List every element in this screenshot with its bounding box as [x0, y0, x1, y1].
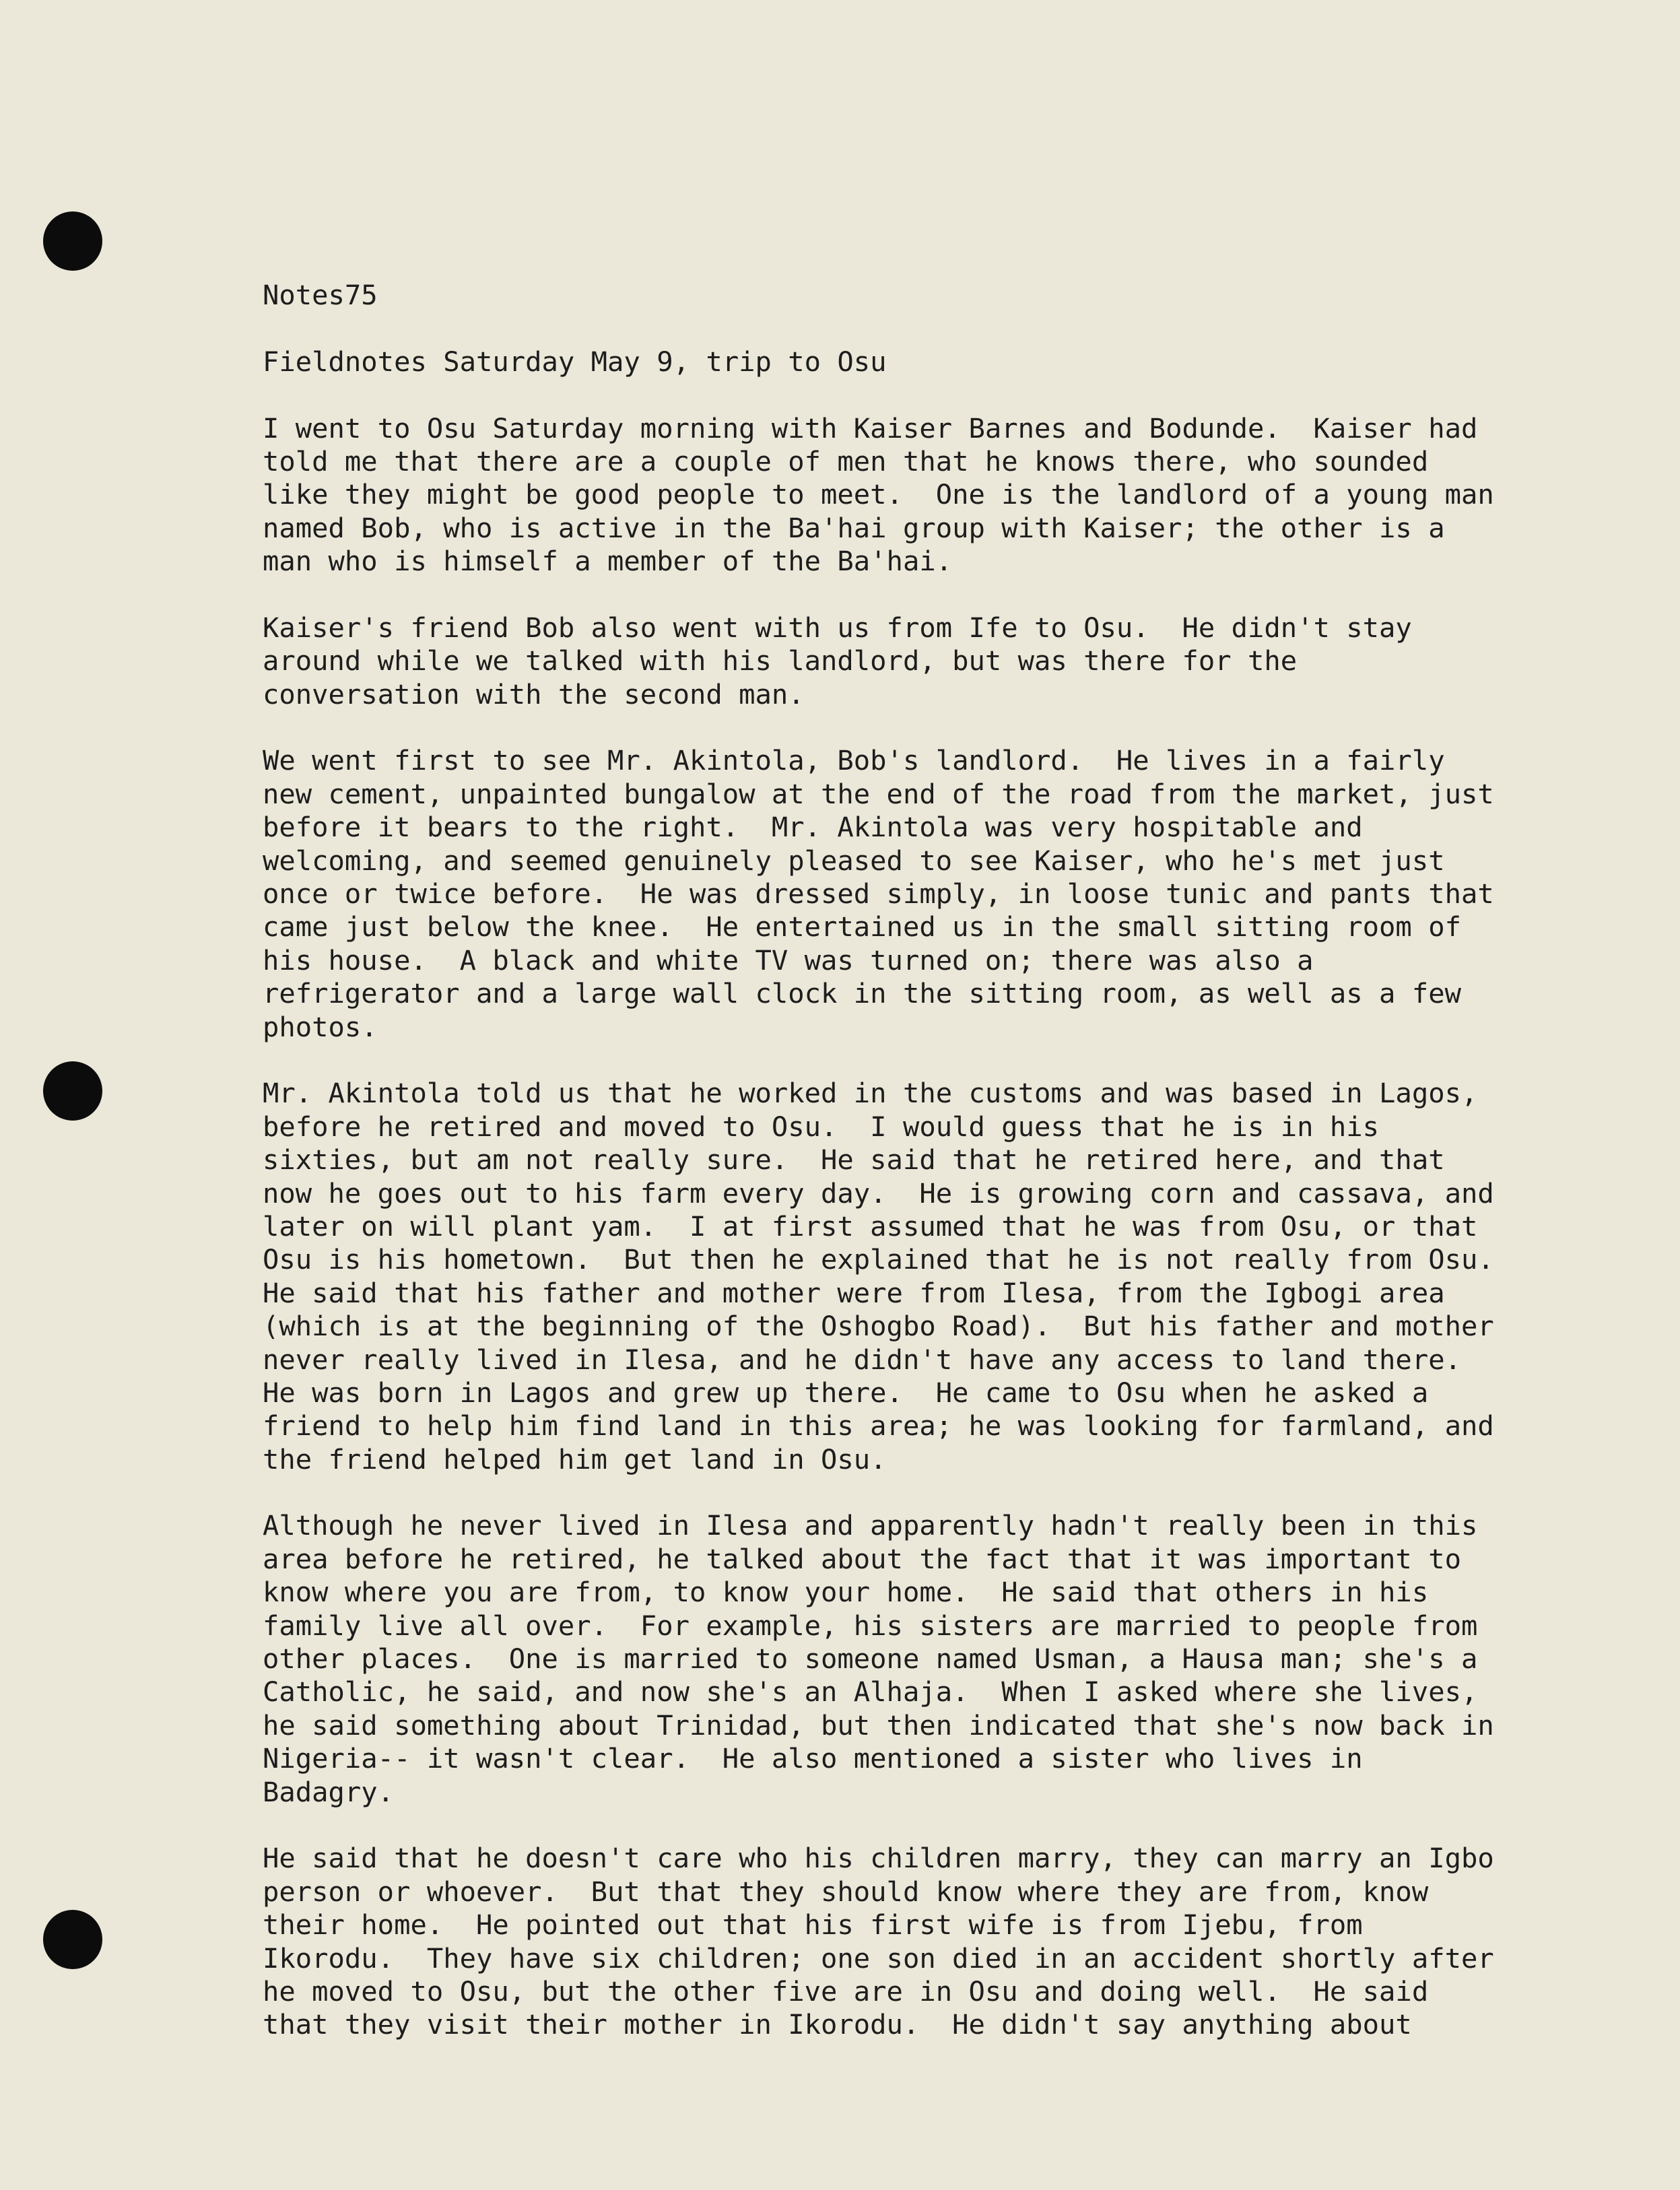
typewritten-text [263, 279, 1515, 2042]
text-line: I went to Osu Saturday morning with Kaiser Barnes and Bodunde. Kaiser had [263, 411, 1478, 444]
text-line: We went first to see Mr. Akintola, Bob's landlord. He lives in a fairly [263, 744, 1445, 777]
paragraph [263, 1077, 1515, 1476]
text-line: Badagry. [263, 1775, 395, 1808]
text-line: once or twice before. He was dressed simply, in loose tunic and pants that [263, 877, 1494, 910]
text-line: know where you are from, to know your home. He said that others in his [263, 1576, 1429, 1609]
text-line: told me that there are a couple of men that he knows there, who sounded [263, 444, 1429, 477]
spacer [263, 312, 1515, 345]
text-line: friend to help him find land in this area; he was looking for farmland, and [263, 1409, 1494, 1442]
text-line: came just below the knee. He entertained us in the small sitting room of [263, 910, 1461, 943]
text-line: that they visit their mother in Ikorodu. He didn't say anything about [263, 2008, 1412, 2041]
spacer [263, 1809, 1515, 1842]
text-line: other places. One is married to someone named Usman, a Hausa man; she's a [263, 1642, 1478, 1675]
text-line: Mr. Akintola told us that he worked in the customs and was based in Lagos, [263, 1077, 1478, 1110]
text-line: Ikorodu. They have six children; one son died in an accident shortly after [263, 1942, 1494, 1975]
text-line: before it bears to the right. Mr. Akintola was very hospitable and [263, 811, 1363, 844]
text-line: Catholic, he said, and now she's an Alhaja. When I asked where she lives, [263, 1675, 1478, 1708]
text-line: new cement, unpainted bungalow at the end of the road from the market, just [263, 777, 1494, 810]
text-line: area before he retired, he talked about the fact that it was important to [263, 1542, 1461, 1575]
text-line: around while we talked with his landlord, but was there for the [263, 644, 1298, 677]
spacer [263, 578, 1515, 611]
paragraph [263, 412, 1515, 578]
text-line: Although he never lived in Ilesa and apparently hadn't really been in this [263, 1509, 1478, 1542]
spacer [263, 1476, 1515, 1509]
spacer [263, 711, 1515, 744]
text-line: He said that his father and mother were from Ilesa, from the Igbogi area [263, 1276, 1445, 1309]
text-line: later on will plant yam. I at first assumed that he was from Osu, or that [263, 1209, 1478, 1242]
text-line: Osu is his hometown. But then he explained that he is not really from Osu. [263, 1243, 1494, 1276]
text-line: man who is himself a member of the Ba'hai. [263, 545, 953, 578]
text-line: refrigerator and a large wall clock in the sitting room, as well as a few [263, 977, 1461, 1010]
text-line: their home. He pointed out that his first wife is from Ijebu, from [263, 1909, 1363, 1942]
text-line: the friend helped him get land in Osu. [263, 1442, 887, 1475]
spacer [263, 1044, 1515, 1077]
text-line: now he goes out to his farm every day. He is growing corn and cassava, and [263, 1176, 1494, 1209]
paragraph [263, 1509, 1515, 1809]
text-line: (which is at the beginning of the Oshogbo Road). But his father and mother [263, 1310, 1494, 1343]
binder-hole-bottom [43, 1910, 102, 1969]
document-header: Notes75 [263, 279, 378, 311]
text-line: conversation with the second man. [263, 677, 805, 710]
binder-hole-top [43, 211, 102, 271]
text-line: Nigeria-- it wasn't clear. He also mentioned a sister who lives in [263, 1742, 1363, 1775]
text-line: photos. [263, 1010, 378, 1043]
text-line: Kaiser's friend Bob also went with us from Ife to Osu. He didn't stay [263, 611, 1412, 644]
text-line: He said that he doesn't care who his children marry, they can marry an Igbo [263, 1842, 1494, 1875]
text-line: sixties, but am not really sure. He said that he retired here, and that [263, 1143, 1445, 1176]
text-line: before he retired and moved to Osu. I would guess that he is in his [263, 1110, 1380, 1143]
text-line: like they might be good people to meet. One is the landlord of a young man [263, 478, 1494, 511]
text-line: never really lived in Ilesa, and he didn't have any access to land there. [263, 1343, 1461, 1376]
paragraph [263, 1842, 1515, 2041]
text-line: person or whoever. But that they should know where they are from, know [263, 1875, 1429, 1908]
text-line: welcoming, and seemed genuinely pleased to see Kaiser, who he's met just [263, 844, 1445, 877]
text-line: he moved to Osu, but the other five are in Osu and doing well. He said [263, 1975, 1429, 2008]
binder-hole-middle [43, 1061, 102, 1121]
paragraph [263, 744, 1515, 1044]
paragraph [263, 611, 1515, 711]
spacer [263, 378, 1515, 411]
text-line: He was born in Lagos and grew up there. He came to Osu when he asked a [263, 1376, 1429, 1409]
text-line: he said something about Trinidad, but then indicated that she's now back in [263, 1708, 1494, 1741]
text-line: his house. A black and white TV was turned on; there was also a [263, 943, 1314, 976]
text-line: named Bob, who is active in the Ba'hai group with Kaiser; the other is a [263, 511, 1445, 544]
text-line: family live all over. For example, his sisters are married to people from [263, 1609, 1478, 1642]
document-title: Fieldnotes Saturday May 9, trip to Osu [263, 345, 887, 378]
